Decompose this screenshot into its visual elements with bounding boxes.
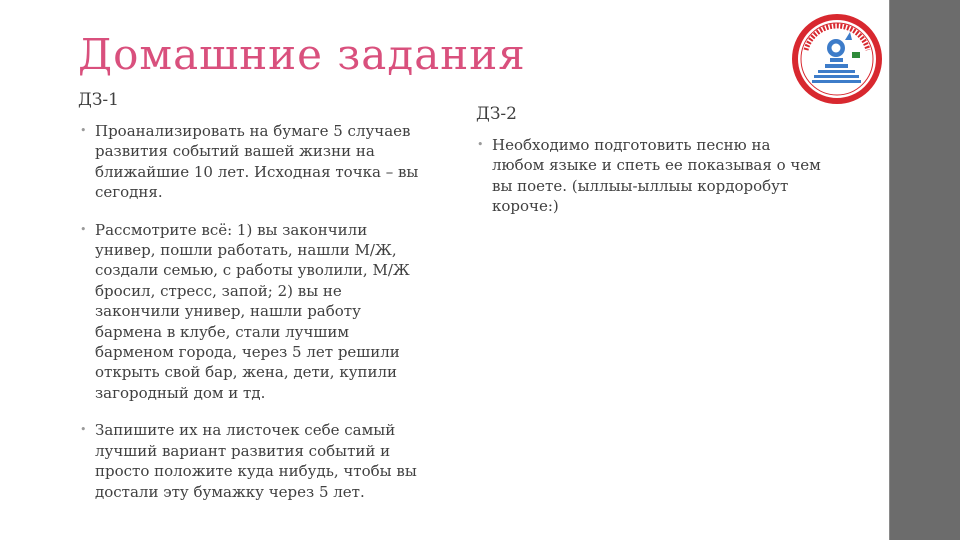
list-item-text: Рассмотрите всё: 1) вы закончили универ, пошли работать, нашли М/Ж, создали семью, с работы уволили, М/Ж бросил, стресс, запой; 2) вы не закончили универ, нашли работу бармена в клубе, стали лучшим барменом города, через 5 лет решили открыть свой бар, жена, дети, купили загородный дом и тд. [95, 220, 410, 402]
hw1-heading: ДЗ-1 [78, 90, 119, 110]
hw2-heading: ДЗ-2 [476, 104, 517, 124]
list-item [80, 220, 425, 404]
bullet-icon: • [477, 138, 484, 151]
list-item-text: Запишите их на листочек себе самый лучший вариант развития событий и просто положите куда нибудь, чтобы вы достали эту бумажку через 5 лет. [95, 421, 417, 501]
page-title: Домашние задания [78, 30, 526, 79]
list-item [80, 420, 425, 502]
bullet-icon: • [80, 124, 87, 137]
hw2-list [477, 135, 822, 217]
list-item-text: Необходимо подготовить песню на любом языке и спеть ее показывая о чем вы поете. (ыллыы-ыллыы кордоробут короче:) [492, 136, 821, 216]
list-item-text: Проанализировать на бумаге 5 случаев развития событий вашей жизни на ближайшие 10 лет. Исходная точка – вы сегодня. [95, 122, 419, 202]
bullet-icon: • [80, 222, 87, 236]
bullet-icon: • [80, 423, 87, 437]
list-item [477, 135, 822, 217]
hw1-list [80, 121, 425, 519]
university-emblem-icon [792, 14, 882, 104]
list-item [80, 121, 425, 203]
side-bar [889, 0, 960, 540]
